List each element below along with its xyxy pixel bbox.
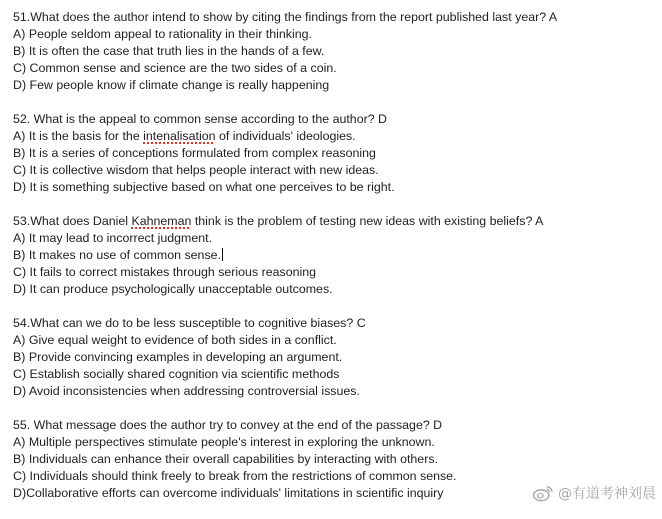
option-d: D) Avoid inconsistencies when addressing controversial issues. [13, 384, 360, 398]
question-53 [13, 213, 653, 298]
option-a: A) Give equal weight to evidence of both sides in a conflict. [13, 333, 337, 347]
option-a: A) It may lead to incorrect judgment. [13, 231, 213, 245]
question-stem: 52. What is the appeal to common sense according to the author? D [13, 112, 388, 126]
option-b: B) It is a series of conceptions formulated from complex reasoning [13, 146, 376, 160]
option-b: B) Provide convincing examples in developing an argument. [13, 350, 343, 364]
question-52 [13, 111, 653, 196]
option-c: C) It fails to correct mistakes through serious reasoning [13, 265, 317, 279]
question-stem: 51.What does the author intend to show by citing the findings from the report published last year? A [13, 10, 558, 24]
option-a: A) Multiple perspectives stimulate people's interest in exploring the unknown. [13, 435, 435, 449]
question-54 [13, 315, 653, 400]
question-stem: 55. What message does the author try to convey at the end of the passage? D [13, 418, 443, 432]
option-c: C) Common sense and science are the two sides of a coin. [13, 61, 337, 75]
watermark [532, 483, 656, 503]
option-c: C) Establish socially shared cognition via scientific methods [13, 367, 340, 381]
watermark-text: @有道考神刘晨 [558, 486, 656, 502]
option-c: C) It is collective wisdom that helps people interact with new ideas. [13, 163, 379, 177]
option-a: A) It is the basis for the intenalisation of individuals' ideologies. [13, 129, 356, 143]
option-b: B) Individuals can enhance their overall capabilities by interacting with others. [13, 452, 438, 466]
misspelled-word[interactable]: Kahneman [131, 214, 192, 228]
weibo-icon [532, 484, 554, 502]
question-stem: 53.What does Daniel Kahneman think is the problem of testing new ideas with existing beliefs? A [13, 214, 544, 228]
option-a: A) People seldom appeal to rationality in their thinking. [13, 27, 312, 41]
option-c: C) Individuals should think freely to break from the restrictions of common sense. [13, 469, 457, 483]
text-cursor [222, 248, 223, 261]
question-51 [13, 9, 653, 94]
option-b[interactable] [13, 247, 653, 264]
document-body [13, 9, 653, 519]
option-d: D) Few people know if climate change is really happening [13, 78, 330, 92]
misspelled-word[interactable]: intenalisation [143, 129, 216, 143]
option-b: B) It is often the case that truth lies in the hands of a few. [13, 44, 325, 58]
option-d: D) It is something subjective based on what one perceives to be right. [13, 180, 395, 194]
question-stem: 54.What can we do to be less susceptible to cognitive biases? C [13, 316, 366, 330]
option-d: D) It can produce psychologically unacceptable outcomes. [13, 282, 333, 296]
option-b-text: B) It makes no use of common sense. [13, 248, 221, 262]
option-d: D)Collaborative efforts can overcome individuals' limitations in scientific inquiry [13, 486, 444, 500]
